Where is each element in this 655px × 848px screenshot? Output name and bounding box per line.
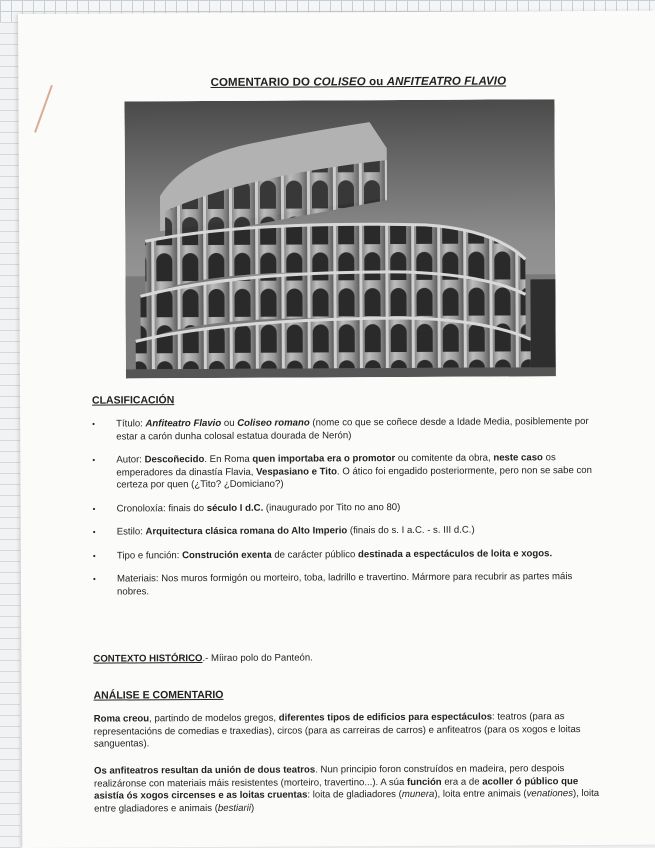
p2-t4: ), loita entre animais ( <box>434 788 527 800</box>
estilo-b1: Arquitectura clásica romana do Alto Imperio <box>145 525 348 538</box>
p2-i3: bestiarii <box>217 802 251 814</box>
p1-b1: Roma creou <box>93 713 150 725</box>
autor-b1: Descoñecido <box>144 454 205 466</box>
tipo-t1: de carácter público <box>271 548 359 561</box>
tipo-label: Tipo e función: <box>116 549 183 561</box>
title-part-1: COMENTARIO DO <box>210 76 314 89</box>
autor-b2: quen importaba era o promotor <box>252 453 396 465</box>
p1-t2: : teatros (para as representacións de comedias e traxedias), circos (para as carreiras de carros) e anfiteatros (para os xogos e loitas sanguentas). <box>93 711 581 750</box>
p2-t6: ) <box>250 802 255 814</box>
materiais-text: Materiais: Nos muros formigón ou morteiro, toba, ladrillo e travertino. Mármore para recubrir as partes máis nobres. <box>116 571 573 597</box>
cronoloxia-label: Cronoloxía: finais do <box>116 502 207 514</box>
analise-paragraph-1 <box>94 711 604 751</box>
clasificacion-heading: CLASIFICACIÓN <box>91 394 175 407</box>
p1-b2: diferentes tipos de edificios para espectáculos <box>278 711 493 724</box>
titulo-name-1: Anfiteatro Flavio <box>145 417 222 430</box>
autor-t4: . O ático foi engadido posteriormente, pero non se sabe con certeza por quen (¿Tito? ¿Domiciano?) <box>116 464 592 491</box>
analise-paragraph-2 <box>94 763 604 816</box>
p2-t3: : loita de gladiadores ( <box>307 789 402 801</box>
titulo-sep: ou <box>221 417 238 429</box>
pen-mark <box>34 85 53 133</box>
cronoloxia-b1: século I d.C. <box>206 502 264 514</box>
p2-t2: era a de <box>441 776 483 788</box>
title-part-4: ANFITEATRO FLAVIO <box>386 75 507 89</box>
colosseum-photo <box>124 99 555 378</box>
list-item-autor <box>92 452 602 492</box>
list-item-cronoloxia <box>93 500 603 515</box>
estilo-rest: (finais do s. I a.C. - s. III d.C.) <box>347 524 475 537</box>
notebook-margin <box>0 22 20 848</box>
page-title <box>178 75 538 89</box>
p2-t5: ), loita entre gladiadores e animais ( <box>94 787 600 815</box>
autor-t2: ou comitente da obra, <box>395 452 494 465</box>
title-part-3: ou <box>365 76 387 89</box>
tipo-b2: destinada a espectáculos de loita e xogos. <box>358 547 553 560</box>
p1-t1: , partindo de modelos gregos, <box>149 712 279 725</box>
analise-heading: ANÁLISE E COMENTARIO <box>93 688 224 702</box>
clasificacion-list <box>92 416 603 610</box>
autor-t3: os emperadores da dinastía Flavia, <box>116 452 556 478</box>
list-item-materiais <box>93 571 603 599</box>
autor-b4: Vespasiano e Tito <box>256 465 338 478</box>
list-item-titulo <box>92 416 602 444</box>
p2-b2: función <box>406 776 442 788</box>
title-part-2: COLISEO <box>313 76 366 89</box>
tipo-b1: Construción exenta <box>182 549 272 561</box>
list-item-estilo <box>93 524 603 539</box>
contexto-paragraph <box>93 651 603 666</box>
document-page <box>18 11 655 848</box>
contexto-text: .- Míirao polo do Panteón. <box>202 652 313 665</box>
p2-t1: . Nun principio foron construídos en madeira, pero despois realizáronse con materiais máis resistentes (morteiro, travertino...). A súa <box>94 763 565 790</box>
autor-b3: neste caso <box>493 452 543 464</box>
titulo-label: Título: <box>116 418 146 430</box>
contexto-heading: CONTEXTO HISTÓRICO <box>93 653 203 665</box>
p2-i2: venationes <box>526 788 574 800</box>
list-item-tipo <box>93 547 603 562</box>
autor-label: Autor: <box>116 454 145 466</box>
titulo-name-2: Coliseo romano <box>237 417 310 429</box>
titulo-rest: (nome co que se coñece desde a Idade Media, posiblemente por estar a carón dunha colosal estatua dourada de Nerón) <box>116 416 589 442</box>
cronoloxia-rest: (inaugurado por Tito no ano 80) <box>263 501 401 514</box>
p2-i1: munera <box>401 788 435 801</box>
p2-b1: Os anfiteatros resultan da unión de dous teatros <box>93 764 316 777</box>
autor-t1: . En Roma <box>204 453 253 466</box>
p2-b3: acoller ó público que asistía ós xogos circenses e as loitas cruentas <box>94 775 579 802</box>
estilo-label: Estilo: <box>116 526 146 538</box>
